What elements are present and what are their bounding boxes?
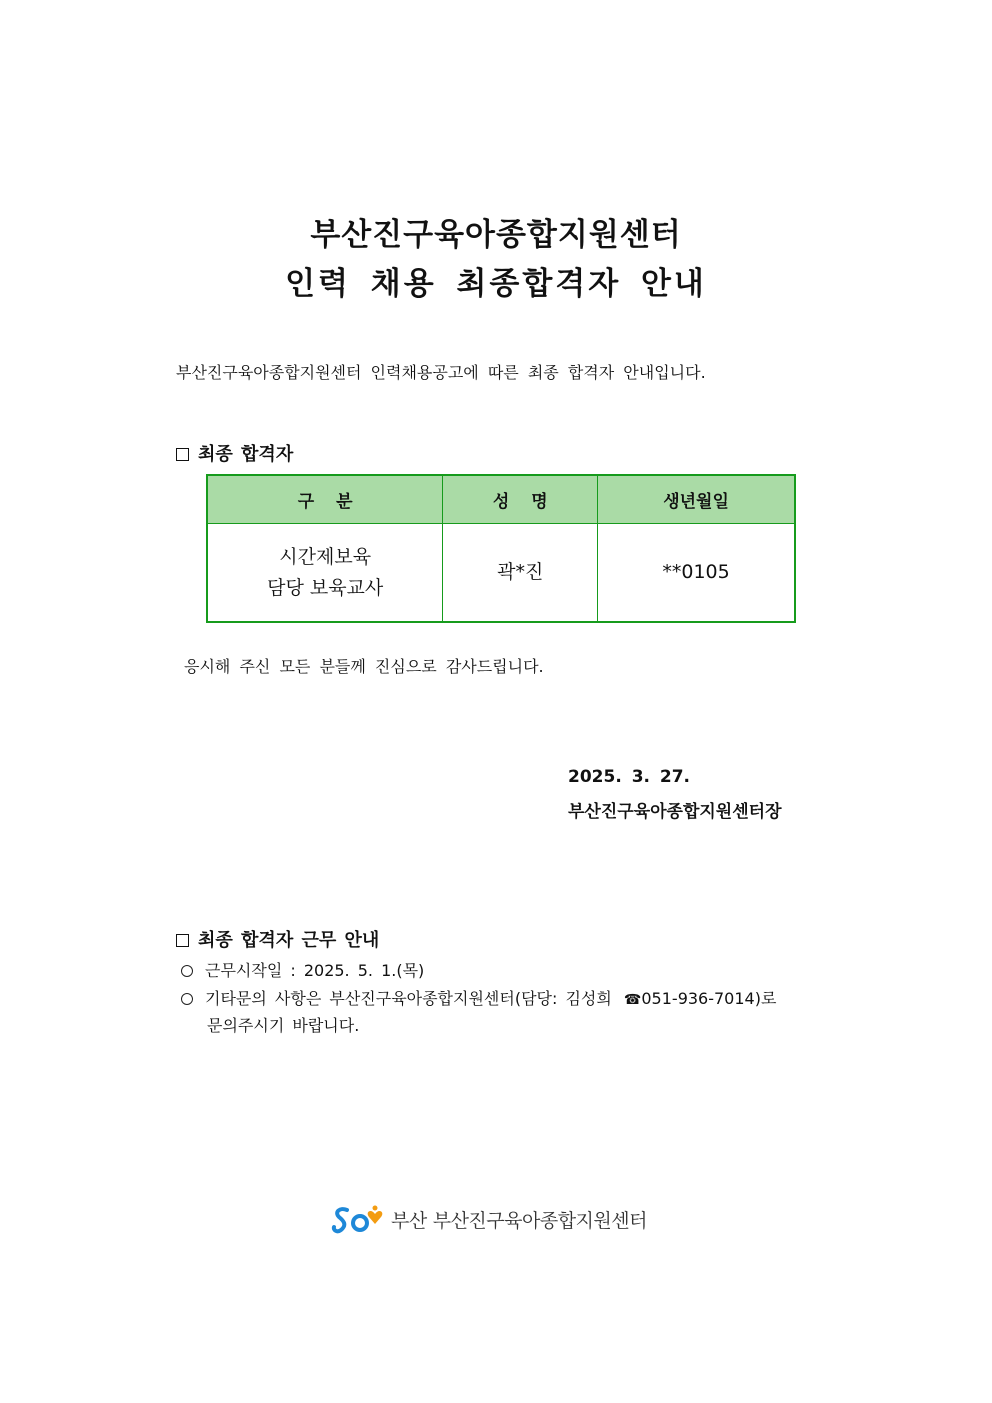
table-header-birth: 생년월일 xyxy=(598,475,795,524)
signature-date: 2025. 3. 27. xyxy=(568,767,691,787)
section-heading-final xyxy=(176,440,293,466)
signature-organization: 부산진구육아종합지원센터장 xyxy=(568,802,782,822)
footer-city-text: 부산 xyxy=(391,1209,427,1232)
square-bullet-icon xyxy=(176,934,189,947)
page-subtitle: 인력 채용 최종합격자 안내 xyxy=(285,266,707,302)
footer-center-text: 부산진구육아종합지원센터 xyxy=(432,1209,647,1232)
notice-text: 근무시작일 : 2025. 5. 1.(목) xyxy=(205,961,425,980)
table-cell-category xyxy=(207,524,443,623)
telephone-icon: ☎ xyxy=(623,992,642,1008)
notice-phone: 051-936-7014)로 xyxy=(641,989,777,1008)
thanks-text: 응시해 주신 모든 분들께 진심으로 감사드립니다. xyxy=(184,657,544,676)
intro-text: 부산진구육아종합지원센터 인력채용공고에 따른 최종 합격자 안내입니다. xyxy=(176,363,706,382)
section-heading-label: 최종 합격자 근무 안내 xyxy=(198,930,380,951)
table-header-category: 구 분 xyxy=(207,475,443,524)
table-row xyxy=(207,524,795,623)
section-heading-work xyxy=(176,926,379,952)
table-header-name: 성 명 xyxy=(443,475,598,524)
circle-bullet-icon xyxy=(181,965,193,977)
table-cell-name: 곽*진 xyxy=(443,524,598,623)
table-header-row xyxy=(207,475,795,524)
category-line: 시간제보육 xyxy=(279,545,372,568)
circle-bullet-icon xyxy=(181,993,193,1005)
notice-text: 기타문의 사항은 부산진구육아종합지원센터(담당: 김성희 xyxy=(205,989,620,1008)
notice-item-contact-cont: 문의주시기 바랍니다. xyxy=(207,1016,360,1035)
final-candidates-table xyxy=(206,474,796,623)
category-line: 담당 보육교사 xyxy=(267,576,384,599)
table-cell-birth: **0105 xyxy=(598,524,795,623)
section-heading-label: 최종 합격자 xyxy=(198,444,294,465)
notice-item-start-date xyxy=(181,958,424,981)
footer-logo xyxy=(331,1202,647,1236)
center-logo-icon xyxy=(331,1204,385,1234)
square-bullet-icon xyxy=(176,448,189,461)
page-title: 부산진구육아종합지원센터 xyxy=(310,217,682,253)
notice-item-contact xyxy=(181,986,776,1009)
